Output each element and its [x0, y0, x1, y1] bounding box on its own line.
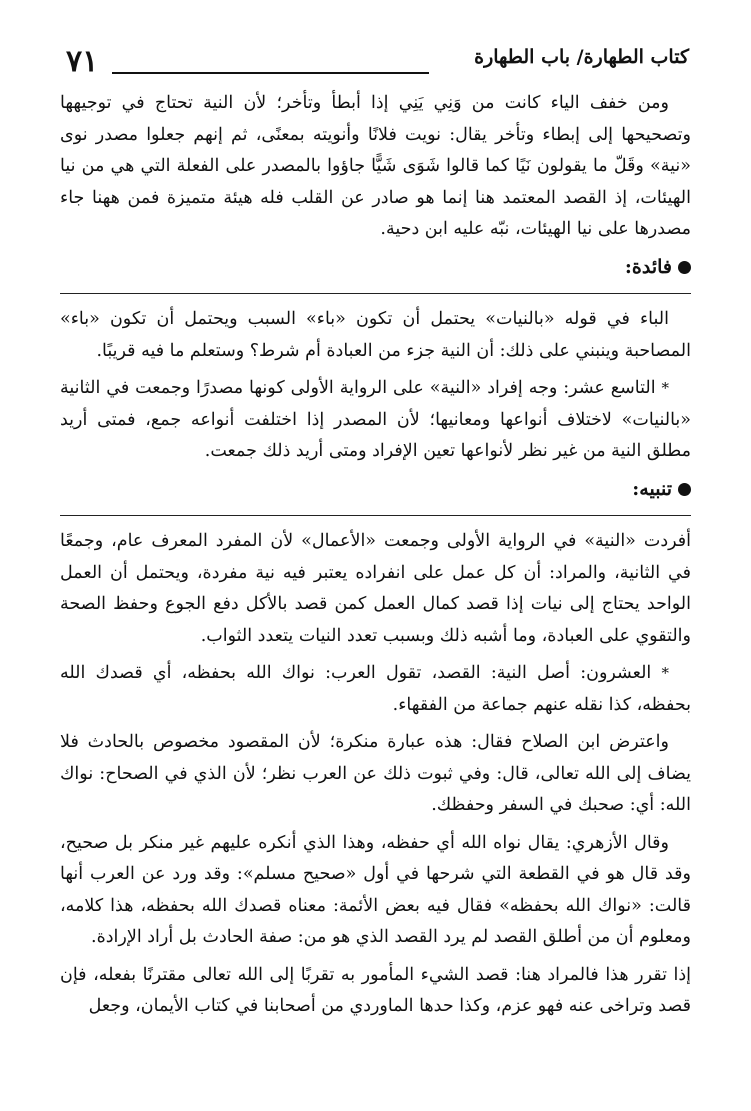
tanbih-paragraph-2-text: العشرون: أصل النية: القصد، تقول العرب: نواك الله بحفظه، أي قصدك الله بحفظه، كذا نقله عنهم جماعة من الفقهاء.: [60, 663, 691, 715]
fayda-heading-label: فائدة:: [624, 255, 672, 278]
tanbih-paragraph-5: إذا تقرر هذا فالمراد هنا: قصد الشيء المأمور به تقربًا إلى الله تعالى مقترنًا بفعله، فإن قصد وتراخى عنه فهو عزم، وكذا حدها الماوردي من أصحابنا في كتاب الأيمان، وجعل: [60, 964, 691, 1016]
fayda-paragraph-2-text: التاسع عشر: وجه إفراد «النية» على الرواية الأولى كونها مصدرًا وجمعت في الثانية «بالنيات» لاختلاف أنواعها ومعانيها؛ لأن المصدر إذا اختلفت أنواعه جمع، فمتى أريد مطلق النية من غير نظر لأنواعها تعين الإفراد ومتى أريد ذلك جمعت.: [60, 378, 691, 461]
section-divider: [60, 515, 691, 516]
asterisk-icon: *: [661, 664, 669, 682]
tanbih-paragraph-1: أفردت «النية» في الرواية الأولى وجمعت «الأعمال» لأن المفرد المعرف عام، وجمعًا في الثانية، والمراد: أن كل عمل على انفراده يعتبر فيه نية مفردة، ويحتمل أن العمل الواحد يحتاج إلى نيات إذا قصد كمال العمل كمن قصد بالأكل دفع الجوع وحفظ الصحة والتقوي على العبادة، وما أشبه ذلك وبسبب تعدد النيات يتعدد الثواب.: [60, 531, 691, 646]
fayda-paragraph-1: الباء في قوله «بالنيات» يحتمل أن تكون «باء» السبب ويحتمل أن تكون «باء» المصاحبة وينبني على ذلك: أن النية جزء من العبادة أم شرط؟ وستعلم ما فيه قريبًا.: [60, 309, 691, 361]
paragraph-intro: ومن خفف الياء كانت من وَنِي يَنِي إذا أبطأ وتأخر؛ لأن النية تحتاج في توجيهها وتصحيحها إلى إبطاء وتأخر يقال: نويت فلانًا وأنويته بمعنًى، ثم إنهم جعلوا مصدر نوى «نية» وقَلّ ما يقولون نَيًا كما قالوا شَوَى شَيًّا جاؤوا بالمصدر على الفعلة التي هي من نيا الهيئات، إذ القصد المعتمد هنا إنما هو صادر عن القلب فله هيئة متميزة فمن ههنا جاء مصدرها على نيا الهيئات، نبّه عليه ابن دحية.: [60, 93, 691, 239]
asterisk-icon: *: [661, 379, 669, 397]
body-text: [60, 88, 691, 1101]
tanbih-paragraph-2: [60, 658, 691, 721]
tanbih-paragraph-3: واعترض ابن الصلاح فقال: هذه عبارة منكرة؛ لأن المقصود مخصوص بالحادث فلا يضاف إلى الله تعالى، قال: وفي ثبوت ذلك عن العرب نظر؛ لأن الذي في الصحاح: نواك الله: أي: صحبك في السفر وحفظك.: [60, 732, 691, 815]
header-rule: [112, 72, 429, 74]
page-number: ٧١: [66, 44, 99, 79]
bullet-dot-icon: [678, 261, 691, 274]
section-divider: [60, 293, 691, 294]
tanbih-heading-label: تنبيه:: [632, 477, 672, 500]
bullet-dot-icon: [678, 483, 691, 496]
fayda-paragraph-2: [60, 373, 691, 468]
tanbih-heading: [60, 474, 691, 506]
tanbih-paragraph-4: وقال الأزهري: يقال نواه الله أي حفظه، وهذا الذي أنكره عليهم غير منكر بل صحيح، وقد قال هو في القطعة التي شرحها في أول «صحيح مسلم»: وقد ورد عن العرب أنها قالت: «نواك الله بحفظه» فقال فيه بعض الأئمة: معناه قصدك الله بحفظه، هذا كلامه، ومعلوم أن من أطلق القصد لم يرد القصد الذي هو من: صفة الحادث بل أراد الإرادة.: [60, 832, 691, 947]
page-header: [62, 40, 689, 80]
fayda-heading: [60, 252, 691, 284]
running-title: كتاب الطهارة/ باب الطهارة: [474, 46, 689, 68]
